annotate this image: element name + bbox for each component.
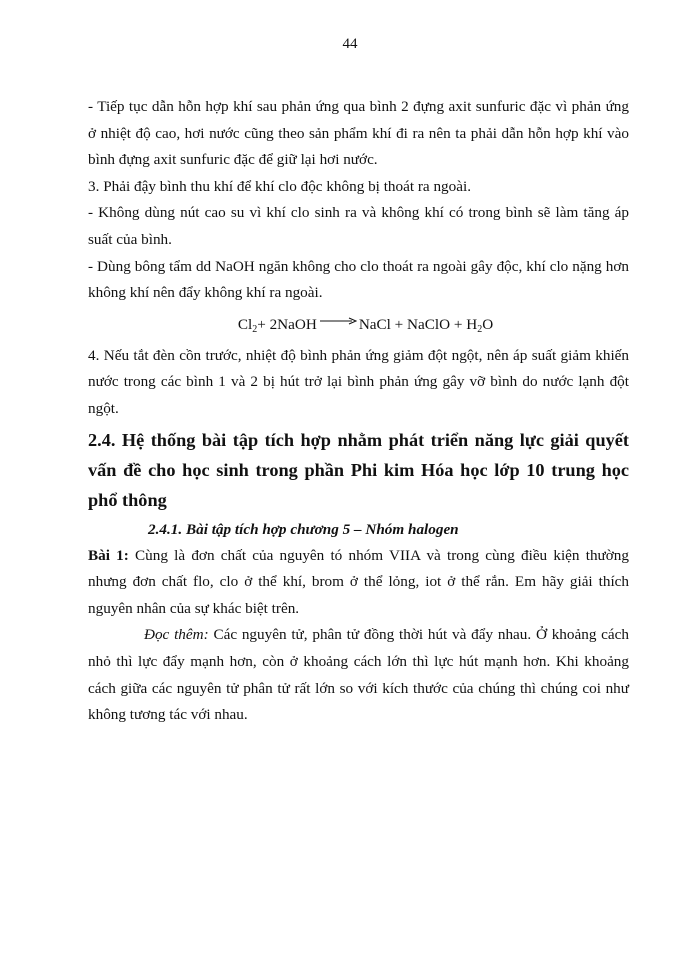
section-heading: 2.4. Hệ thống bài tập tích hợp nhằm phát triển năng lực giải quyết vấn đề cho học sinh trong phần Phi kim Hóa học lớp 10 trung học phổ thông bbox=[88, 429, 629, 510]
eq-reactant-cl: Cl bbox=[237, 315, 253, 333]
paragraph-point-4: 4. Nếu tắt đèn cồn trước, nhiệt độ bình phản ứng giảm đột ngột, nên áp suất giảm khiến nước trong các bình 1 và 2 bị hút trở lại bình phản ứng gây vỡ bình do nước lạnh đột ngột. bbox=[88, 346, 629, 417]
exercise-text: Cùng là đơn chất của nguyên tó nhóm VIIA và trong cùng điều kiện thường nhưng đơn chất flo, clo ở thể khí, brom ở thể lỏng, iot ở thể rắn. Em hãy giải thích nguyên nhân của sự khác biệt trên. bbox=[88, 546, 629, 617]
paragraph-rubber-stopper: - Không dùng nút cao su vì khí clo sinh ra và không khí có trong bình sẽ làm tăng áp suất của bình. bbox=[88, 204, 629, 248]
paragraph-sulfuric-acid: - Tiếp tục dẫn hỗn hợp khí sau phản ứng qua bình 2 đựng axit sunfuric đặc vì phản ứng ở nhiệt độ cao, hơi nước cũng theo sản phẩm khí đi ra nên ta phải dẫn hỗn hợp khí vào bình đựng axit sunfuric đặc để giữ lại hơi nước. bbox=[88, 98, 629, 169]
paragraph-point-3: 3. Phải đậy bình thu khí để khí clo độc không bị thoát ra ngoài. bbox=[88, 177, 472, 195]
chemical-equation bbox=[88, 311, 629, 339]
further-reading-label: Đọc thêm: bbox=[144, 626, 209, 644]
paragraph-naoh-cotton: - Dùng bông tẩm dd NaOH ngăn không cho clo thoát ra ngoài gây độc, khí clo nặng hơn không khí nên đẩy không khí ra ngoài. bbox=[88, 257, 629, 302]
reaction-arrow-icon bbox=[319, 307, 357, 335]
exercise-1 bbox=[88, 543, 629, 623]
eq-product-tail: O bbox=[482, 315, 494, 333]
document-body bbox=[88, 94, 629, 729]
eq-reactant-naoh: + 2NaOH bbox=[257, 315, 317, 333]
further-reading bbox=[88, 622, 629, 728]
eq-sub-h2: 2 bbox=[477, 323, 483, 335]
exercise-label: Bài 1: bbox=[88, 546, 129, 564]
page-number: 44 bbox=[342, 36, 358, 52]
further-reading-text: Các nguyên tử, phân tử đồng thời hút và đẩy nhau. Ở khoảng cách nhỏ thì lực đẩy mạnh hơn, còn ở khoảng cách lớn thì lực hút mạnh hơn. Khi khoảng cách giữa các nguyên tử phân tử rất lớn so với kích thước của chúng thì chúng coi như không tương tác với nhau. bbox=[88, 626, 630, 724]
subsection-heading: 2.4.1. Bài tập tích hợp chương 5 – Nhóm halogen bbox=[148, 520, 459, 538]
eq-products: NaCl + NaClO + H bbox=[358, 315, 478, 333]
eq-sub-2: 2 bbox=[252, 323, 258, 335]
